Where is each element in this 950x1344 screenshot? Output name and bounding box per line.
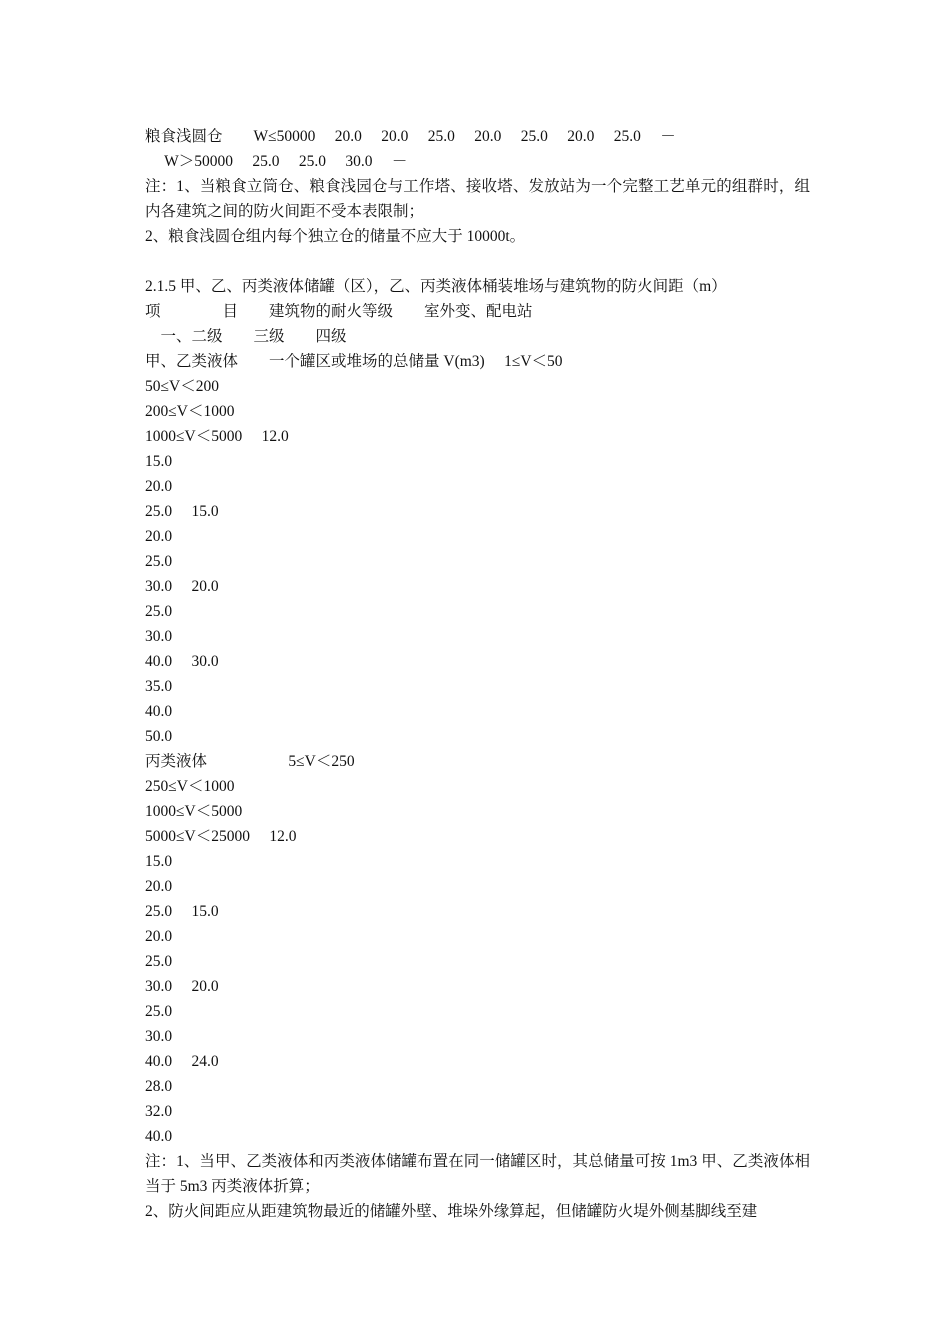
group-label-class-a-b: 甲、乙类液体 一个罐区或堆场的总储量 V(m3) 1≤V＜50	[145, 353, 563, 370]
document-body	[145, 124, 810, 1224]
table-row: 15.0	[145, 853, 173, 870]
table-row: 40.0	[145, 1128, 173, 1145]
table-row: 25.0	[145, 953, 173, 970]
table-header-row: 一、二级 三级 四级	[145, 328, 347, 345]
table-row: 20.0	[145, 878, 173, 895]
table-row: 40.0 30.0	[145, 653, 219, 670]
table-row: 25.0 15.0	[145, 903, 219, 920]
note-paragraph: 注：1、当粮食立筒仓、粮食浅园仓与工作塔、接收塔、发放站为一个完整工艺单元的组群时，组内各建筑之间的防火间距不受本表限制；	[145, 178, 810, 220]
table-row-grain-silo: 粮食浅圆仓 W≤50000 20.0 20.0 25.0 20.0 25.0 20.0 25.0 －	[145, 128, 676, 145]
spacer	[145, 249, 810, 274]
table-row: 25.0	[145, 553, 173, 570]
table-row: 1000≤V＜5000	[145, 803, 243, 820]
table-row: 35.0	[145, 678, 173, 695]
note-paragraph: 注：1、当甲、乙类液体和丙类液体储罐布置在同一储罐区时，其总储量可按 1m3 甲、乙类液体相当于 5m3 丙类液体折算；	[145, 1153, 810, 1195]
table-row: 25.0	[145, 603, 173, 620]
table-row: 30.0 20.0	[145, 978, 219, 995]
table-row: 40.0	[145, 703, 173, 720]
note-paragraph: 2、粮食浅圆仓组内每个独立仓的储量不应大于 10000t。	[145, 228, 526, 245]
table-row: 50.0	[145, 728, 173, 745]
table-row: 20.0	[145, 928, 173, 945]
table-row: 30.0 20.0	[145, 578, 219, 595]
table-row: 15.0	[145, 453, 173, 470]
table-header-row: 项 目 建筑物的耐火等级 室外变、配电站	[145, 303, 533, 320]
table-row: 28.0	[145, 1078, 173, 1095]
table-row: 5000≤V＜25000 12.0	[145, 828, 297, 845]
table-row: 1000≤V＜5000 12.0	[145, 428, 289, 445]
group-label-class-c: 丙类液体 5≤V＜250	[145, 753, 355, 770]
table-row: 50≤V＜200	[145, 378, 219, 395]
table-row: 40.0 24.0	[145, 1053, 219, 1070]
section-title: 2.1.5 甲、乙、丙类液体储罐（区），乙、丙类液体桶装堆场与建筑物的防火间距（m）	[145, 278, 727, 295]
table-row: 200≤V＜1000	[145, 403, 235, 420]
table-row: 250≤V＜1000	[145, 778, 235, 795]
table-row: 30.0	[145, 1028, 173, 1045]
table-row-grain-silo-large: W＞50000 25.0 25.0 30.0 －	[145, 153, 408, 170]
table-row: 32.0	[145, 1103, 173, 1120]
table-row: 25.0 15.0	[145, 503, 219, 520]
note-paragraph: 2、防火间距应从距建筑物最近的储罐外壁、堆垛外缘算起，但储罐防火堤外侧基脚线至建	[145, 1203, 758, 1220]
table-row: 30.0	[145, 628, 173, 645]
table-row: 20.0	[145, 528, 173, 545]
table-row: 25.0	[145, 1003, 173, 1020]
table-row: 20.0	[145, 478, 173, 495]
